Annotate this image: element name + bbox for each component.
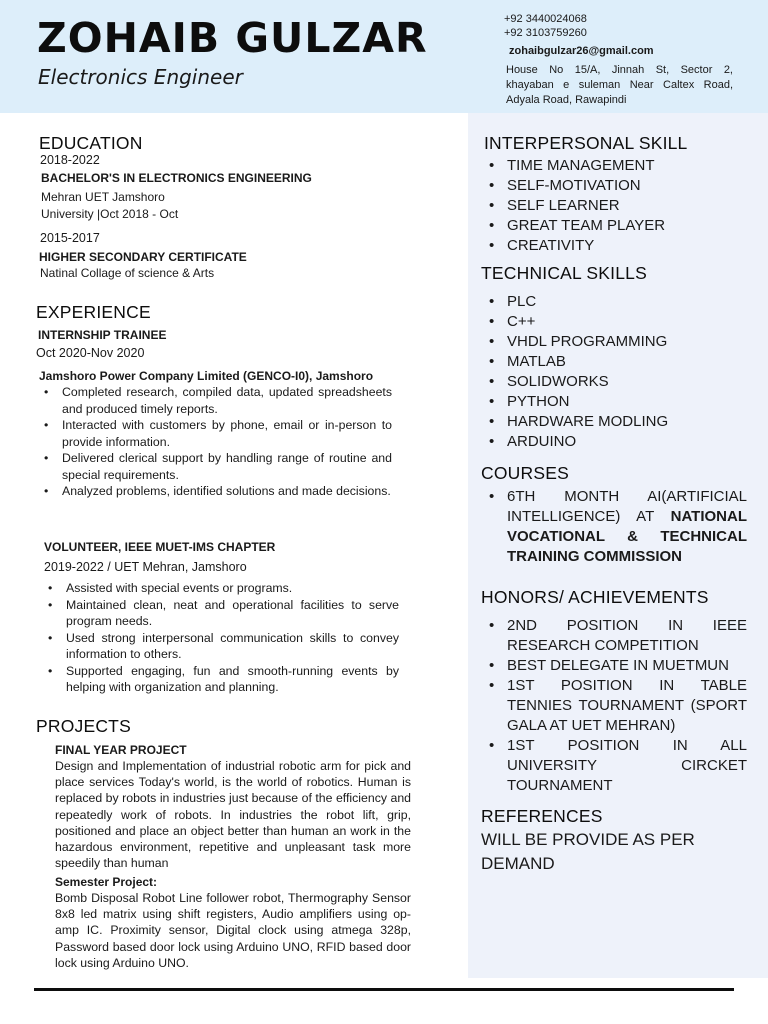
education-school-1-dates: University |Oct 2018 - Oct — [41, 207, 179, 221]
job2-role: VOLUNTEER, IEEE MUET-IMS CHAPTER — [44, 540, 276, 554]
list-item: • Delivered clerical support by handling range of routine and special requirements. — [36, 450, 392, 483]
list-item: • SOLIDWORKS — [481, 372, 731, 392]
education-degree-2: HIGHER SECONDARY CERTIFICATE — [39, 250, 247, 264]
courses-list — [481, 487, 747, 567]
courses-heading: COURSES — [481, 463, 569, 483]
honors-list — [481, 616, 747, 796]
education-years-1: 2018-2022 — [40, 153, 100, 167]
interpersonal-list — [481, 156, 731, 256]
list-item: • ARDUINO — [481, 432, 731, 452]
list-item: • CREATIVITY — [481, 236, 731, 256]
candidate-name: ZOHAIB GULZAR — [37, 14, 428, 62]
projects-heading: PROJECTS — [36, 716, 131, 736]
job1-role: INTERNSHIP TRAINEE — [38, 328, 167, 342]
list-item: • PYTHON — [481, 392, 731, 412]
list-item: • 2ND POSITION IN IEEE RESEARCH COMPETITION — [481, 616, 747, 656]
references-text: WILL BE PROVIDE AS PER DEMAND — [481, 830, 695, 873]
education-years-2: 2015-2017 — [40, 231, 100, 245]
list-item: • Completed research, compiled data, updated spreadsheets and produced timely reports. — [36, 384, 392, 417]
course-institution: NATIONAL VOCATIONAL & TECHNICAL TRAINING COMMISSION — [507, 508, 747, 565]
education-degree-1: BACHELOR'S IN ELECTRONICS ENGINEERING — [41, 171, 312, 185]
final-year-project-title: FINAL YEAR PROJECT — [55, 743, 187, 757]
semester-project-title: Semester Project: — [55, 875, 158, 889]
list-item: • HARDWARE MODLING — [481, 412, 731, 432]
technical-heading: TECHNICAL SKILLS — [481, 263, 647, 283]
education-heading: EDUCATION — [39, 133, 143, 153]
list-item: • Supported engaging, fun and smooth-running events by helping with organization and planning. — [40, 663, 399, 696]
education-school-1: Mehran UET Jamshoro — [41, 190, 165, 204]
list-item — [481, 487, 747, 567]
list-item: • C++ — [481, 312, 731, 332]
list-item: • Analyzed problems, identified solutions and made decisions. — [36, 483, 392, 500]
list-item: • VHDL PROGRAMMING — [481, 332, 731, 352]
list-item: • PLC — [481, 292, 731, 312]
phone-1[interactable]: +92 3440024068 — [504, 13, 587, 25]
list-item: • Used strong interpersonal communication skills to convey information to others. — [40, 630, 399, 663]
education-school-2: Natinal Collage of science & Arts — [40, 266, 215, 280]
phone-2[interactable]: +92 3103759260 — [504, 27, 587, 39]
job-title: Electronics Engineer — [38, 65, 243, 89]
course-lead: 6TH MONTH AI(ARTIFICIAL INTELLIGENCE) AT — [507, 488, 747, 525]
list-item: • GREAT TEAM PLAYER — [481, 216, 731, 236]
list-item: • TIME MANAGEMENT — [481, 156, 731, 176]
honors-heading: HONORS/ ACHIEVEMENTS — [481, 587, 709, 607]
contact-block — [503, 12, 733, 108]
job1-company: Jamshoro Power Company Limited (GENCO-I0), Jamshoro — [39, 369, 374, 383]
list-item: • MATLAB — [481, 352, 731, 372]
job1-dates: Oct 2020-Nov 2020 — [36, 346, 145, 360]
job1-duties-list — [36, 384, 392, 500]
email-address[interactable]: zohaibgulzar26@gmail.com — [509, 45, 654, 57]
job2-duties-list — [40, 580, 399, 696]
list-item: • Interacted with customers by phone, email or in-person to provide information. — [36, 417, 392, 450]
job2-dates: 2019-2022 / UET Mehran, Jamshoro — [44, 560, 247, 574]
interpersonal-heading: INTERPERSONAL SKILL — [484, 133, 688, 153]
technical-list — [481, 292, 731, 452]
list-item: • Assisted with special events or programs. — [40, 580, 399, 597]
final-year-project-description: Design and Implementation of industrial robotic arm for pick and place services Today's world, is the world of robotics. Human is replaced by robots in industries just because of the efficiency and repeatedly work of robots. In industries the robot lift, grip, positioned and place an object better than human an work in the hazardous environment, repetitive and unpleasant task more speedily than human — [55, 759, 411, 871]
list-item: • BEST DELEGATE IN MUETMUN — [481, 656, 747, 676]
list-item: • Maintained clean, neat and operational facilities to serve program needs. — [40, 597, 399, 630]
references-heading: REFERENCES — [481, 806, 603, 826]
semester-project-description: Bomb Disposal Robot Line follower robot, Thermography Sensor 8x8 led matrix using shift registers, Audio amplifiers using op-amp IC. Proximity sensor, Digital clock using atmega 328p, Password based door lock using Arduino UNO, RFID based door lock using Arduino UNO. — [55, 891, 411, 970]
experience-heading: EXPERIENCE — [36, 302, 151, 322]
list-item: • 1ST POSITION IN TABLE TENNIES TOURNAMENT (SPORT GALA AT UET MEHRAN) — [481, 676, 747, 736]
bottom-divider — [34, 988, 734, 991]
list-item: • 1ST POSITION IN ALL UNIVERSITY CIRCKET TOURNAMENT — [481, 736, 747, 796]
list-item: • SELF-MOTIVATION — [481, 176, 731, 196]
list-item: • SELF LEARNER — [481, 196, 731, 216]
postal-address: House No 15/A, Jinnah St, Sector 2, khayaban e suleman Near Caltex Road, Adyala Road, Rawapindi — [506, 64, 733, 106]
